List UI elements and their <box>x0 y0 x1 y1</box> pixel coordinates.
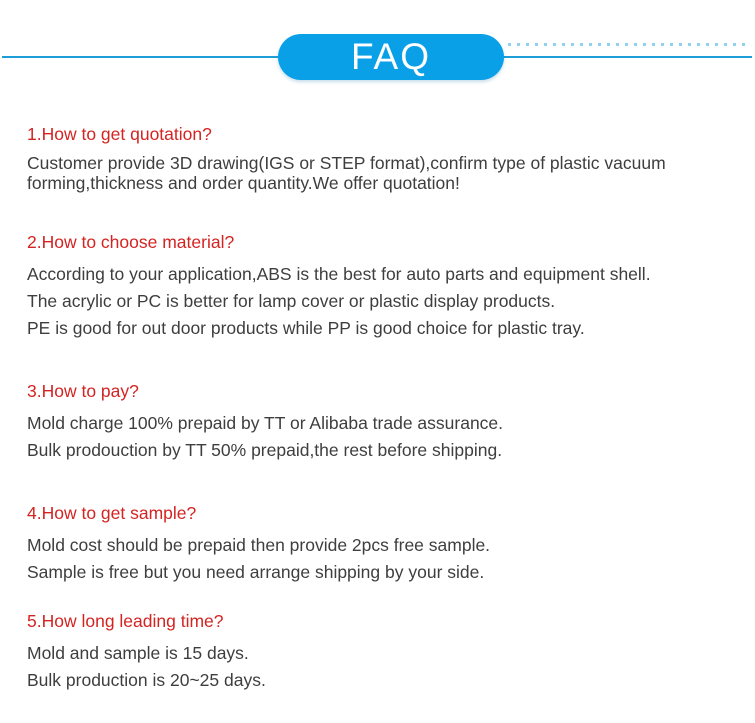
faq-question-4: 4.How to get sample? <box>27 503 197 523</box>
faq-answer-line: Mold cost should be prepaid then provide 2pcs free sample. <box>27 535 491 555</box>
faq-answer-line: The acrylic or PC is better for lamp cover or plastic display products. <box>27 291 556 311</box>
faq-question-2: 2.How to choose material? <box>27 232 235 252</box>
faq-section-2 <box>27 231 735 342</box>
dotted-line <box>508 43 747 46</box>
faq-banner-row <box>0 0 755 80</box>
faq-answer-line: Customer provide 3D drawing(IGS or STEP format),confirm type of plastic vacuum <box>27 153 666 173</box>
faq-answer-line: Sample is free but you need arrange shipping by your side. <box>27 562 485 582</box>
faq-title: FAQ <box>350 36 432 77</box>
faq-section-3 <box>27 380 735 464</box>
faq-answer-line: PE is good for out door products while PP is good choice for plastic tray. <box>27 318 585 338</box>
faq-answer-3 <box>27 410 735 464</box>
faq-answer-line: According to your application,ABS is the best for auto parts and equipment shell. <box>27 264 651 284</box>
faq-answer-line: Mold and sample is 15 days. <box>27 643 249 663</box>
faq-answer-4 <box>27 532 735 586</box>
faq-section-1 <box>27 123 735 193</box>
faq-answer-line: Bulk prodouction by TT 50% prepaid,the rest before shipping. <box>27 440 503 460</box>
faq-section-4 <box>27 502 735 586</box>
faq-question-5: 5.How long leading time? <box>27 611 224 631</box>
faq-answer-line: Mold charge 100% prepaid by TT or Alibaba trade assurance. <box>27 413 504 433</box>
faq-answer-2 <box>27 261 735 342</box>
faq-banner <box>278 34 504 80</box>
faq-question-1: 1.How to get quotation? <box>27 124 212 144</box>
faq-content <box>0 80 755 694</box>
faq-answer-line: Bulk production is 20~25 days. <box>27 670 266 690</box>
faq-section-5 <box>27 610 735 694</box>
faq-answer-1 <box>27 153 735 193</box>
faq-answer-line: forming,thickness and order quantity.We offer quotation! <box>27 173 460 193</box>
faq-question-3: 3.How to pay? <box>27 381 139 401</box>
faq-answer-5 <box>27 640 735 694</box>
